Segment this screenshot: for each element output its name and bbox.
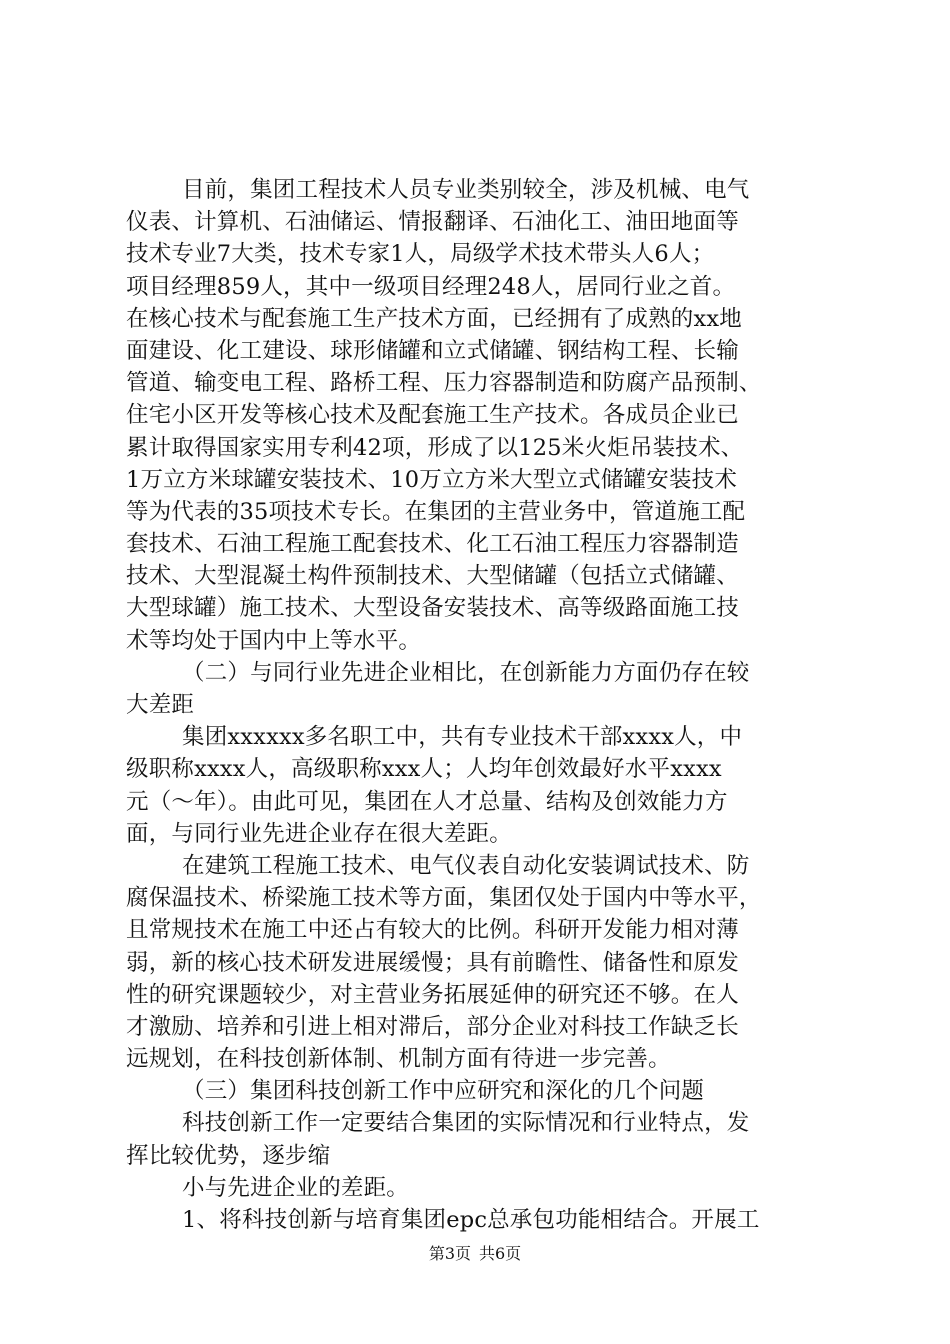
text-line: 项目经理859人，其中一级项目经理248人，居同行业之首。 [126,273,736,300]
text-line: 小与先进企业的差距。 [182,1174,410,1201]
text-line: 1、将科技创新与培育集团epc总承包功能相结合。开展工 [182,1207,760,1233]
text-line: 且常规技术在施工中还占有较大的比例。科研开发能力相对薄 [126,917,739,944]
text-line: 技术专业7大类，技术专家1人，局级学术技术带头人6人； [126,241,715,268]
text-line: 远规划，在科技创新体制、机制方面有待进一步完善。 [126,1046,671,1073]
text-line: 大型球罐）施工技术、大型设备安装技术、高等级路面施工技 [126,595,739,622]
text-line: 大差距 [126,692,195,718]
text-line: 弱，新的核心技术研发进展缓慢；具有前瞻性、储备性和原发 [126,949,739,976]
text-line: 住宅小区开发等核心技术及配套施工生产技术。各成员企业已 [126,402,739,429]
text-line: 等为代表的35项技术专长。在集团的主营业务中，管道施工配 [126,498,746,525]
text-line: （三）集团科技创新工作中应研究和深化的几个问题 [182,1078,705,1105]
text-line: 管道、输变电工程、路桥工程、压力容器制造和防腐产品预制、 [126,370,762,397]
text-line: 集团xxxxxx多名职工中，共有专业技术干部xxxx人，中 [182,724,743,751]
text-line: 术等均处于国内中上等水平。 [126,627,422,654]
body-text [126,174,836,1236]
text-line: 挥比较优势，逐步缩 [126,1142,331,1169]
text-line: 面，与同行业先进企业存在很大差距。 [126,820,512,847]
text-line: 累计取得国家实用专利42项，形成了以125米火炬吊装技术、 [126,434,744,461]
page-total: 共6页 [479,1244,522,1263]
text-line: 目前，集团工程技术人员专业类别较全，涉及机械、电气 [182,177,750,203]
text-line: 科技创新工作一定要结合集团的实际情况和行业特点，发 [182,1110,750,1137]
text-line: （二）与同行业先进企业相比，在创新能力方面仍存在较 [182,659,750,686]
text-line: 才激励、培养和引进上相对滞后，部分企业对科技工作缺乏长 [126,1013,739,1040]
text-line: 仪表、计算机、石油储运、情报翻译、石油化工、油田地面等 [126,209,739,236]
page-footer [0,1244,950,1264]
text-line: 在核心技术与配套施工生产技术方面，已经拥有了成熟的xx地 [126,305,742,332]
text-line: 腐保温技术、桥梁施工技术等方面，集团仅处于国内中等水平， [126,885,762,912]
text-line: 套技术、石油工程施工配套技术、化工石油工程压力容器制造 [126,531,739,558]
text-line: 在建筑工程施工技术、电气仪表自动化安装调试技术、防 [182,852,750,879]
page-number: 第3页 [428,1244,471,1263]
text-line: 级职称xxxx人，高级职称xxx人；人均年创效最好水平xxxx [126,756,722,783]
text-line: 元（～年）。由此可见，集团在人才总量、结构及创效能力方 [126,788,728,815]
text-line: 面建设、化工建设、球形储罐和立式储罐、钢结构工程、长输 [126,337,739,364]
text-line: 性的研究课题较少，对主营业务拓展延伸的研究还不够。在人 [126,981,739,1008]
text-line: 技术、大型混凝土构件预制技术、大型储罐（包括立式储罐、 [126,563,739,590]
text-line: 1万立方米球罐安装技术、10万立方米大型立式储罐安装技术 [126,466,738,493]
